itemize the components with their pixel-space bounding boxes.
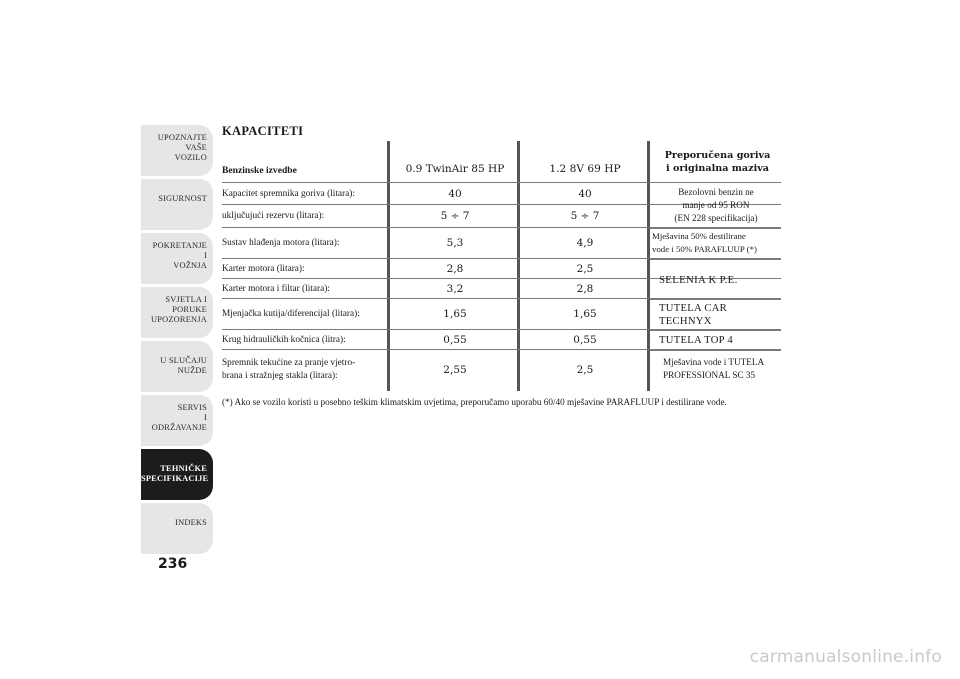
watermark: carmanualsonline.info	[749, 647, 942, 667]
value-twinair: 2,55	[443, 364, 467, 376]
row-divider	[650, 299, 781, 300]
row-label: Karter motora i filtar (litara):	[222, 283, 330, 294]
tab-pokretanje[interactable]: POKRETANJE I VOŽNJA	[141, 233, 213, 284]
value-12-8v: 2,5	[576, 262, 594, 275]
tab-sigurnost[interactable]: SIGURNOST	[141, 179, 213, 230]
row-divider	[650, 259, 781, 260]
value-12-8v: 2,5	[576, 364, 594, 376]
capacities-table	[222, 141, 781, 390]
tab-u-slucaju[interactable]: U SLUČAJU NUŽDE	[141, 341, 213, 392]
row-label: Spremnik tekućine za pranje vjetro- brana i stražnjeg stakla (litara):	[222, 358, 356, 381]
tab-svjetla[interactable]: SVJETLA I PORUKE UPOZORENJA	[141, 287, 213, 338]
value-12-8v: 4,9	[576, 237, 594, 249]
value-12-8v: 40	[578, 187, 592, 200]
value-twinair: 5,3	[446, 237, 464, 249]
tab-upoznajte[interactable]: UPOZNAJTE VAŠE VOZILO	[141, 125, 213, 176]
row-label: Sustav hlađenja motora (litara):	[222, 238, 340, 248]
row-label: Kapacitet spremnika goriva (litara):	[222, 188, 355, 199]
row-divider	[650, 330, 781, 331]
value-12-8v: 2,8	[576, 282, 594, 295]
value-12-8v: 1,65	[573, 308, 597, 320]
page-number: 236	[158, 556, 188, 572]
fluid-washer: Mješavina vode i TUTELA PROFESSIONAL SC 35	[663, 357, 765, 380]
value-12-8v: 5 ÷ 7	[570, 210, 600, 222]
fluid-engine-oil: SELENIA K P.E.	[659, 274, 738, 286]
chapter-tabs	[141, 125, 213, 557]
fluid-fuel: Bezolovni benzin ne manje od 95 RON (EN 228 specifikacija)	[674, 187, 758, 223]
value-twinair: 3,2	[446, 282, 464, 295]
row-divider	[650, 228, 781, 229]
header-12-8v: 1.2 8V 69 HP	[549, 163, 621, 175]
fluid-coolant: Mješavina 50% destilirane vode i 50% PARAFLUUP (*)	[652, 231, 757, 254]
row-label: Mjenjačka kutija/diferencijal (litara):	[222, 309, 360, 319]
value-twinair: 40	[448, 187, 462, 200]
footnote: (*) Ako se vozilo koristi u posebno teškim klimatskim uvjetima, preporučamo uporabu 60/40 mješavine PARAFLUUP i destilirane vode.	[222, 397, 727, 407]
value-twinair: 5 ÷ 7	[440, 210, 470, 222]
section-title: KAPACITETI	[222, 124, 304, 138]
tab-tehnicke[interactable]: TEHNIČKE SPECIFIKACIJE	[141, 449, 213, 500]
fluid-brake: TUTELA TOP 4	[659, 335, 734, 346]
value-12-8v: 0,55	[573, 333, 597, 346]
header-fluids: Preporučena goriva i originalna maziva	[664, 149, 771, 174]
tab-indeks[interactable]: INDEKS	[141, 503, 213, 554]
value-twinair: 2,8	[446, 262, 464, 275]
row-label: Karter motora (litara):	[222, 263, 305, 274]
row-label: uključujući rezervu (litara):	[222, 211, 325, 221]
value-twinair: 1,65	[443, 308, 467, 320]
row-divider	[650, 350, 781, 351]
fluid-gearbox: TUTELA CAR TECHNYX	[659, 303, 728, 327]
value-twinair: 0,55	[443, 333, 467, 346]
table-header	[222, 141, 781, 183]
header-twinair: 0.9 TwinAir 85 HP	[405, 163, 505, 175]
tab-servis[interactable]: SERVIS I ODRŽAVANJE	[141, 395, 213, 446]
header-variant: Benzinske izvedbe	[222, 165, 297, 176]
row-label: Krug hidrauličkih kočnica (litra):	[222, 334, 346, 345]
